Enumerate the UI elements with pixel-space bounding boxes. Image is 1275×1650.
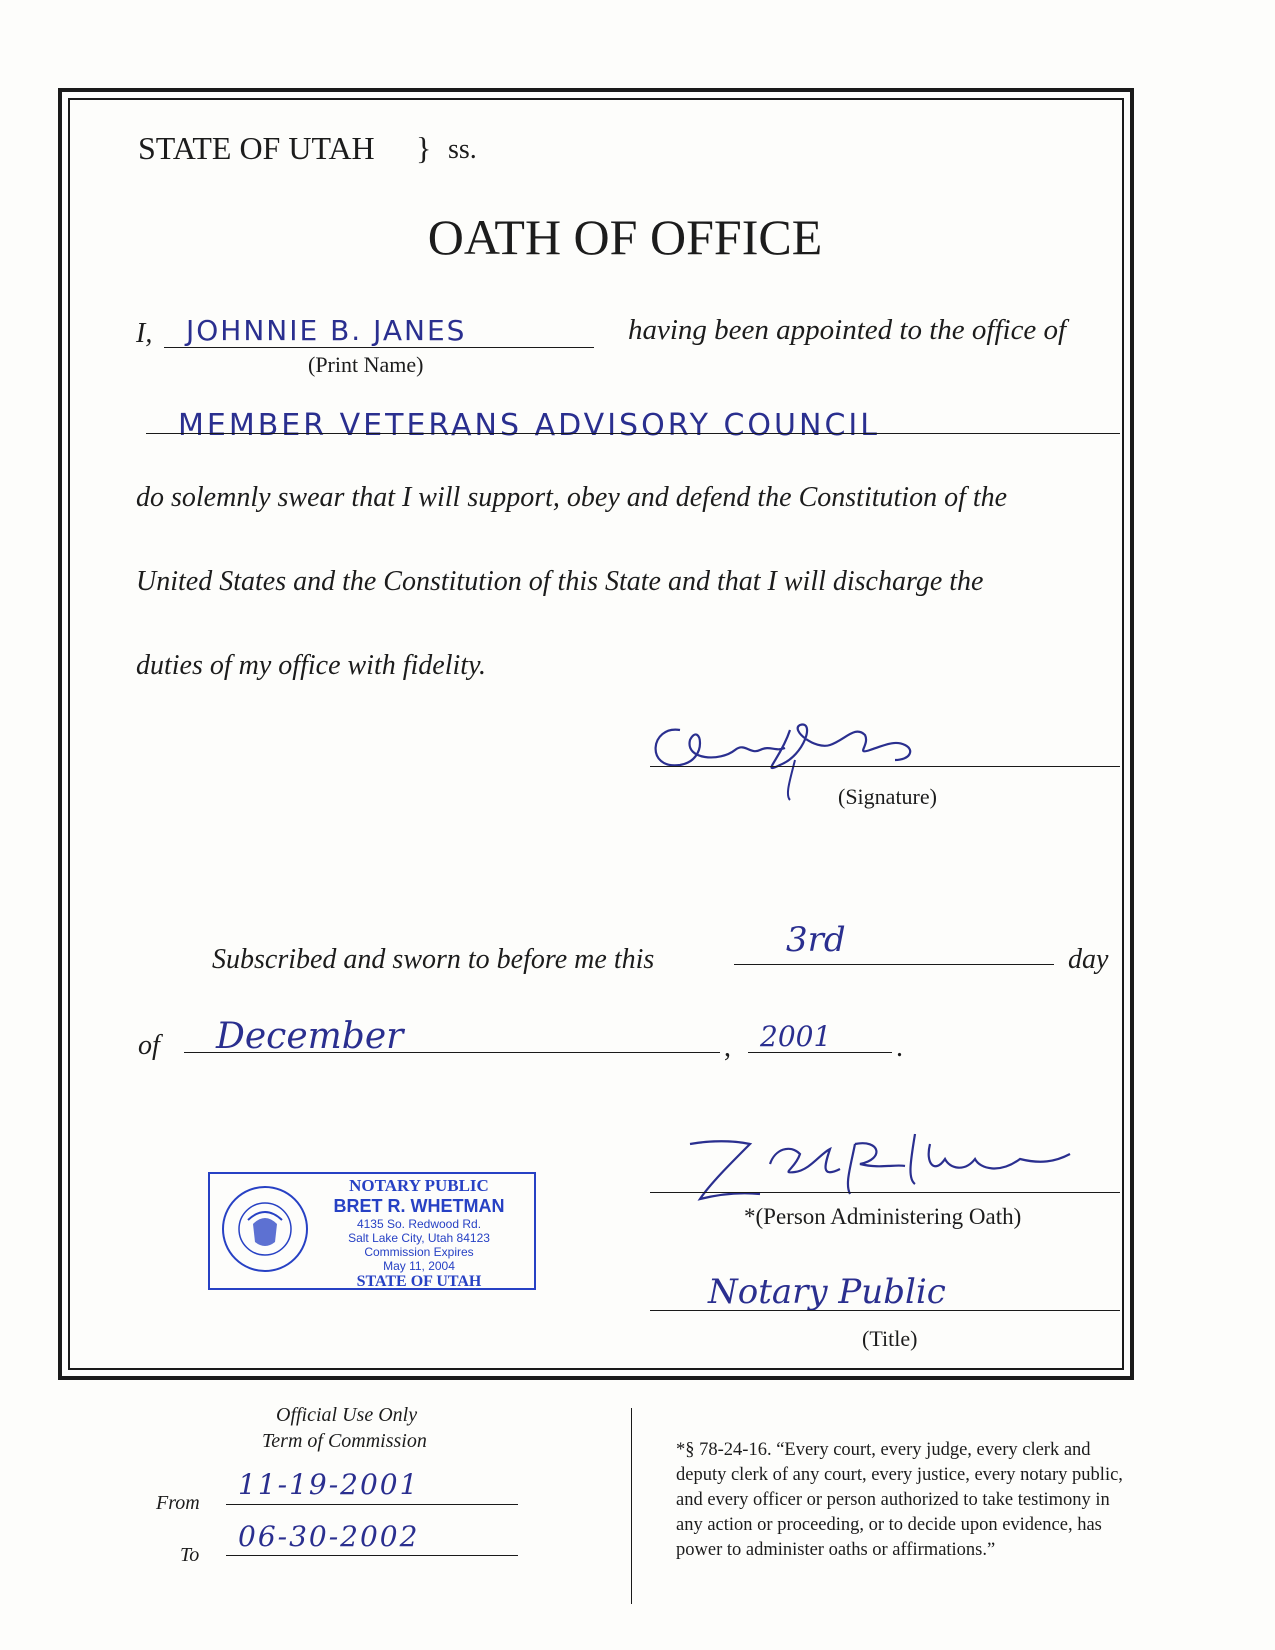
administering-line (650, 1192, 1120, 1193)
print-name-value: JOHNNIE B. JANES (186, 314, 467, 347)
statute-line-4: any action or proceeding, or to decide upon evidence, has (676, 1515, 1102, 1535)
stamp-line-5: Commission Expires (364, 1245, 474, 1259)
to-line (226, 1555, 518, 1556)
appointed-text: having been appointed to the office of (628, 314, 1067, 346)
state-label: STATE OF UTAH (138, 130, 375, 166)
term-of-commission-heading: Term of Commission (262, 1430, 427, 1452)
year-value: 2001 (760, 1020, 832, 1053)
month-value: December (216, 1016, 404, 1057)
notary-stamp (208, 1172, 536, 1290)
administering-signature-image (680, 1124, 1080, 1214)
title-line (650, 1310, 1120, 1311)
comma: , (724, 1032, 731, 1063)
signature-label: (Signature) (838, 784, 937, 809)
statute-line-3: and every officer or person authorized to take testimony in (676, 1490, 1110, 1510)
day-text: day (1068, 944, 1109, 975)
official-use-heading: Official Use Only (276, 1404, 418, 1426)
to-label: To (180, 1544, 200, 1566)
administering-label: *(Person Administering Oath) (744, 1204, 1022, 1229)
statute-line-1: *§ 78-24-16. “Every court, every judge, every clerk and (676, 1440, 1091, 1460)
oath-line-1: do solemnly swear that I will support, obey and defend the Constitution of the (136, 482, 1008, 513)
from-value: 11-19-2001 (238, 1468, 420, 1501)
day-line (734, 964, 1054, 965)
prefix-i: I, (136, 318, 153, 349)
stamp-line-2: BRET R. WHETMAN (333, 1196, 505, 1216)
state-seal-image (220, 1184, 310, 1274)
vertical-divider (631, 1408, 632, 1604)
stamp-line-4: Salt Lake City, Utah 84123 (348, 1231, 490, 1245)
to-value: 06-30-2002 (238, 1520, 420, 1553)
year-line (748, 1052, 892, 1053)
stamp-line-6: May 11, 2004 (383, 1259, 455, 1273)
print-name-line (164, 347, 594, 348)
brace: } (416, 130, 432, 166)
statute-text (676, 1438, 1123, 1563)
period: . (896, 1032, 903, 1063)
statute-line-2: deputy clerk of any court, every justice, every notary public, (676, 1465, 1123, 1485)
statute-line-5: power to administer oaths or affirmations.” (676, 1540, 996, 1560)
stamp-line-1: NOTARY PUBLIC (349, 1176, 489, 1195)
from-label: From (156, 1492, 200, 1514)
title-value: Notary Public (708, 1272, 946, 1312)
office-line (146, 433, 1120, 434)
sworn-text: Subscribed and sworn to before me this (212, 944, 655, 975)
page-title: OATH OF OFFICE (427, 209, 823, 265)
office-value: MEMBER VETERANS ADVISORY COUNCIL (178, 408, 880, 443)
stamp-line-7: STATE OF UTAH (356, 1273, 482, 1290)
stamp-line-3: 4135 So. Redwood Rd. (356, 1217, 482, 1231)
from-line (226, 1504, 518, 1505)
signature-line (650, 766, 1120, 767)
oath-line-3: duties of my office with fidelity. (136, 650, 486, 681)
title-label: (Title) (862, 1326, 918, 1351)
day-value: 3rd (786, 920, 846, 960)
stamp-text (306, 1174, 532, 1291)
month-line (184, 1052, 720, 1053)
oath-line-2: United States and the Constitution of this State and that I will discharge the (136, 566, 984, 597)
ss-label: ss. (448, 134, 477, 165)
of-text: of (138, 1030, 160, 1061)
print-name-label: (Print Name) (308, 352, 424, 377)
